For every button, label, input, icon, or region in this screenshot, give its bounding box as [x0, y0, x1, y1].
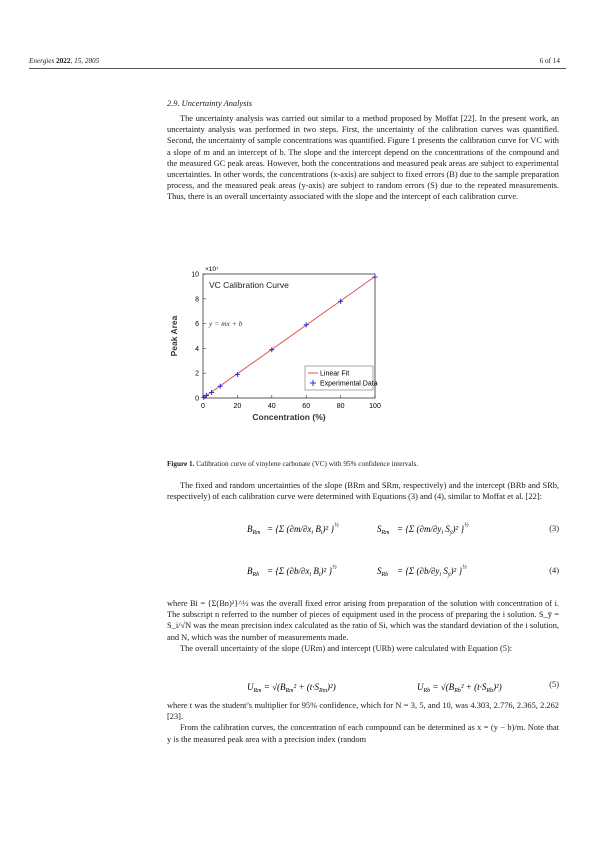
figure-caption: Figure 1. Calibration curve of vinylene carbonate (VC) with 95% confidence intervals. [167, 460, 419, 468]
page-number: 6 of 14 [539, 57, 560, 65]
section-title: 2.9. Uncertainty Analysis [167, 99, 252, 108]
y-axis-label: Peak Area [169, 315, 179, 357]
paragraph-1: The uncertainty analysis was carried out similar to a method proposed by Moffat [22]. In the present work, an uncertainty analysis was performed in two steps. First, the uncertainty of the calibration curves was quantified. Second, the uncertainty of sample concentrations was quantified. Figure 1 presents the calibration curve for VC with a slope of m and an intercept of b. The slope and the intercept depend on the concentrations of the compound and the measured GC peak areas. However, both the concentrations and measured peak areas are subject to experimental uncertainties. In other words, the concentrations (x-axis) are subject to fixed errors (B) due to the sample preparation process, and the measured peak areas (y-axis) are subject to random errors (S) due to the repeated measurements. Thus, there is an overall uncertainty associated with the slope and the intercept of each calibration curve. [167, 114, 559, 202]
equation-4: $B_{Rb}$ = {Σ ($\partial b/\partial x_i$ $B_i)^2$ }$^{\frac{1}{2}}$ $S_{Rb}$ = {Σ ($\partial b/\partial y_i$ $S_ȳ)^2$ }$^{\frac{1}{2}}$ (4) [167, 552, 559, 592]
y-tick-label: 6 [195, 321, 199, 329]
equation-3: $B_{Rm}$ = {Σ ($\partial m/\partial x_i$ $B_i)^2$ }$^{\frac{1}{2}}$ $S_{Rm}$ = {Σ ($\partial m/\partial y_i$ $S_ȳ)^2$ }$^{\frac{1}{2}}$ (3) [167, 510, 559, 550]
x-tick-label: 40 [267, 403, 276, 410]
x-tick-label: 0 [201, 403, 205, 410]
svg-text:SRm: $S_{Rm}$ [377, 524, 390, 536]
svg-text:= {Σ (∂b/∂xi Bi)² }½: = {Σ ($\partial b/\partial x_i$ $B_i)^2$ }$^{\frac{1}{2}}$ [267, 565, 337, 578]
legend-data-label: Experimental Data [320, 380, 378, 388]
paragraph-3: where Bi = {Σ(Bn)²}^½ was the overall fixed error arising from preparation of the solution with concentration of i. The subscript n referred to the number of pieces of equipment used in the process of preparing the i solution. S_ȳ = S_i/√N was the mean precision index calculated as the ratio of Si, which was the standard deviation of the i solution, and N, which was the number of measurements made. The overall uncertainty of the slope (URm) and intercept (URb) were calculated with Equation (5): [167, 599, 559, 653]
svg-text:URm = √(BRm² + (t·SRm)²): $U_{Rm} = √(B_{Rm}^2 + (t\cdot S_{Rm})^2)$ [247, 682, 336, 694]
y-tick-label: 10 [191, 271, 199, 279]
paragraph-2: The fixed and random uncertainties of the slope (BRm and SRm, respectively) and the intercept (BRb and SRb, respectively) of each calibration curve were determined with Equations (3) and (4), similar to Moffat et al. [22]: [167, 481, 559, 502]
svg-text:BRb: $B_{Rb}$ [247, 566, 260, 578]
calibration-chart [167, 252, 397, 452]
journal-header: Energies 2022, 15, 2805 [29, 57, 100, 65]
svg-text:SRb: $S_{Rb}$ [377, 566, 389, 578]
svg-text:URb = √(BRb² + (t·SRb)²): $U_{Rb} = √(B_{Rb}^2 + (t\cdot S_{Rb})^2)$ [417, 682, 502, 694]
y-tick-label: 4 [195, 345, 199, 353]
x-tick-label: 60 [302, 403, 311, 410]
equation-3-formula [247, 510, 567, 550]
chart-title: VC Calibration Curve [209, 280, 289, 290]
y-tick-label: 2 [195, 370, 199, 378]
svg-text:= {Σ (∂m/∂yi Sȳ)² }½: = {Σ ($\partial m/\partial y_i$ $S_ȳ)^2$ }$^{\frac{1}{2}}$ [397, 523, 469, 536]
paragraph-6: From the calibration curves, the concentration of each compound can be determined as x = (y − b)/m. Note that y is the measured peak area with a precision index (random [167, 723, 559, 744]
legend-fit-label: Linear Fit [320, 370, 350, 378]
svg-text:BRm: $B_{Rm}$ [247, 524, 261, 536]
y-tick-label: 8 [195, 296, 199, 304]
paragraph-4: The overall uncertainty of the slope (URm) and intercept (URb) were calculated with Equation (5): [180, 643, 513, 653]
chart-equation: y = mx + b [209, 319, 243, 328]
header-rule [29, 68, 566, 69]
equation-5-formula [247, 676, 567, 698]
paragraph-5: where t was the student’s multiplier for 95% confidence, which for N = 3, 5, and 10, was 4.303, 2.776, 2.365, 2.262 [23]. From the calibration curves, the concentration of each compound can be determined as x = (y − b)/m. Note that y is the measured peak area with a precision index (random [167, 701, 559, 744]
x-axis-label: Concentration (%) [252, 412, 326, 422]
svg-text:= {Σ (∂b/∂yi Sȳ)² }½: = {Σ ($\partial b/\partial y_i$ $S_ȳ)^2$ }$^{\frac{1}{2}}$ [397, 565, 467, 578]
svg-text:= {Σ (∂m/∂xi Bi)² }½: = {Σ ($\partial m/\partial x_i$ $B_i)^2$ }$^{\frac{1}{2}}$ [267, 523, 339, 536]
equation-4-formula [247, 552, 567, 592]
y-tick-label: 0 [195, 395, 199, 403]
y-multiplier: ×10⁷ [205, 266, 219, 273]
x-tick-label: 100 [369, 403, 381, 410]
x-tick-label: 20 [233, 403, 242, 410]
x-tick-label: 80 [336, 403, 345, 410]
equation-5: $U_{Rm} = √(B_{Rm}^2 + (t\cdot S_{Rm})^2)$ $U_{Rb} = √(B_{Rb}^2 + (t\cdot S_{Rb})^2)$ (5) [167, 676, 559, 698]
